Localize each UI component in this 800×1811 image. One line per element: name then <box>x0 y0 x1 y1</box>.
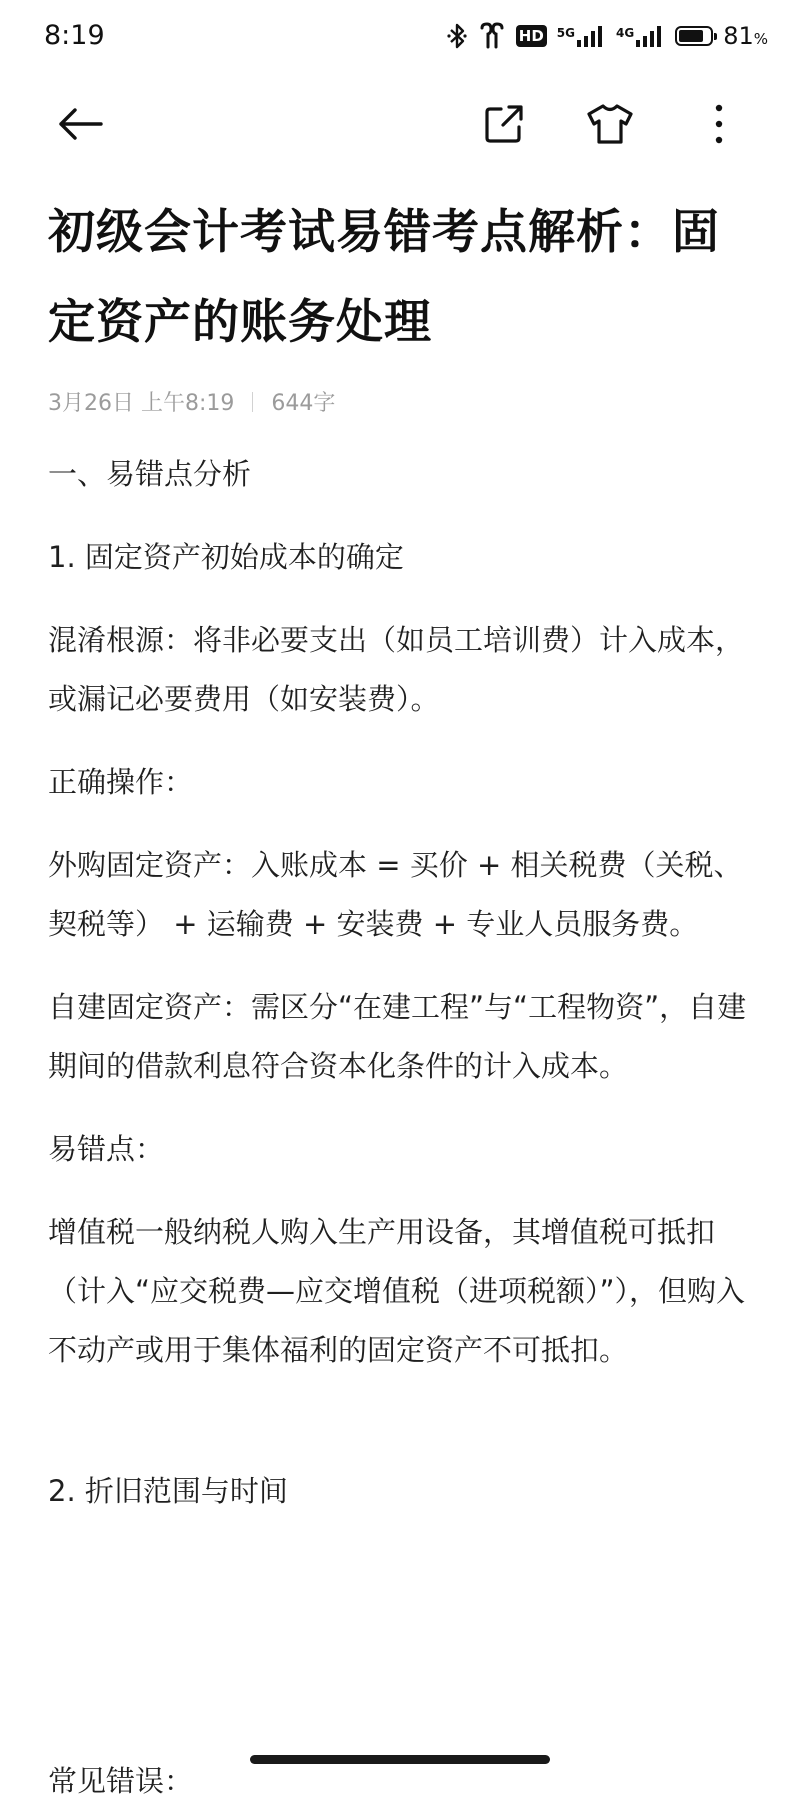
earbuds-icon <box>478 22 506 50</box>
paragraph: 易错点： <box>48 1132 165 1166</box>
paragraph: 增值税一般纳税人购入生产用设备，其增值税可抵扣（计入“应交税费—应交增值税（进项税额）”），但购入不动产或用于集体福利的固定资产不可抵扣。 <box>48 1215 746 1367</box>
paragraph: 2. 折旧范围与时间 <box>48 1474 288 1508</box>
top-toolbar <box>0 88 800 160</box>
status-icons <box>446 18 768 54</box>
meta-divider <box>252 392 253 412</box>
article-word-count: 644字 <box>271 391 336 416</box>
paragraph: 一、易错点分析 <box>48 457 252 491</box>
paragraph: 混淆根源：将非必要支出（如员工培训费）计入成本，或漏记必要费用（如安装费）。 <box>48 623 745 716</box>
net-5g-label: 5G <box>556 26 575 40</box>
theme-shirt-icon <box>587 103 633 145</box>
paragraph: 1. 固定资产初始成本的确定 <box>48 540 404 574</box>
article-title: 初级会计考试易错考点解析：固定资产的账务处理 <box>48 205 720 350</box>
share-button[interactable] <box>480 100 528 148</box>
theme-button[interactable] <box>586 100 634 148</box>
status-bar <box>0 0 800 72</box>
bluetooth-icon <box>446 22 468 50</box>
paragraph-partial: 常见错误： <box>48 1764 194 1798</box>
signal-5g-icon <box>557 24 606 48</box>
share-icon <box>483 103 525 145</box>
battery-percent-value: 81 <box>723 22 754 50</box>
paragraph: 外购固定资产：入账成本 = 买价 + 相关税费（关税、契税等） + 运输费 + 安装费 + 专业人员服务费。 <box>48 848 743 941</box>
article-content <box>48 188 758 1521</box>
net-4g-label: 4G <box>615 26 635 40</box>
paragraph: 正确操作： <box>48 765 194 799</box>
battery-percent <box>723 22 768 50</box>
battery-fill <box>679 30 703 42</box>
more-vertical-icon <box>714 104 724 144</box>
more-button[interactable] <box>695 100 743 148</box>
article-meta <box>48 386 758 417</box>
battery-percent-unit: % <box>753 30 768 48</box>
status-time: 8:19 <box>44 20 105 51</box>
back-button[interactable] <box>56 100 104 148</box>
home-indicator[interactable] <box>250 1755 550 1764</box>
signal-4g-icon <box>616 24 665 48</box>
hd-voice-icon: HD <box>516 25 547 47</box>
back-arrow-icon <box>57 106 103 142</box>
paragraph: 自建固定资产：需区分“在建工程”与“工程物资”，自建期间的借款利息符合资本化条件的计入成本。 <box>48 990 747 1083</box>
article-date: 3月26日 上午8:19 <box>48 391 235 416</box>
battery-icon <box>675 26 713 46</box>
